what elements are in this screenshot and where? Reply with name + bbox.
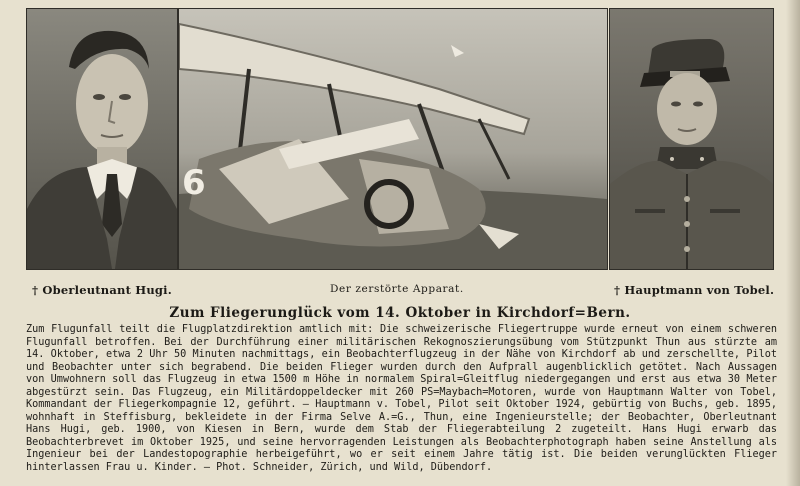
caption-hugi: † Oberleutnant Hugi. (32, 283, 172, 297)
article-body: Zum Flugunfall teilt die Flugplatzdirektion amtlich mit: Die schweizerische Fliegertruppe wurde erneut von einem schweren Flugunfall betroffen. Bei der Durchführung einer militärischen Rekognoszierungsübung vom Stützpunkt Thun aus stürzte am 14. Oktober, etwa 2 Uhr 50 Minuten nachmittags, ein Beobachterflugzeug in der Nähe von Kirchdorf ab und zerschellte, Pilot und Beobachter unter sich begrabend. Die beiden Flieger wurden durch den Aufprall augenblicklich getötet. Nach Aussagen von Umwohnern soll das Flugzeug in etwa 1500 m Höhe in normalem Spiral=Gleitflug niedergegangen und erst aus etwa 30 Meter abgestürzt sein. Das Flugzeug, ein Militärdoppeldecker mit 260 PS=Maybach=Motoren, wurde von Hauptmann Walter von Tobel, Kommandant der Fliegerkompagnie 12, geführt. — Hauptmann v. Tobel, Pilot seit Oktober 1924, gebürtig von Buchs, geb. 1895, wohnhaft in Steffisburg, bekleidete in der Firma Selve A.=G., Thun, eine Ingenieurstelle; der Beobachter, Oberleutnant Hans Hugi, geb. 1900, von Kiesen in Bern, wurde dem Stab der Fliegerabteilung 2 zugeteilt. Hans Hugi erwarb das Beobachterbrevet im Oktober 1925, und seine hervorragenden Leistungen als Beobachterphotograph haben seine Anstellung als Ingenieur bei der Landestopographie herbeigeführt, wo er seit einem Jahre tätig ist. Die beiden verunglückten Flieger hinterlassen Frau u. Kinder. — Phot. Schneider, Zürich, und Wild, Dübendorf. (26, 324, 777, 473)
portrait-photo-tobel (609, 8, 774, 270)
portrait-photo-hugi (26, 8, 178, 270)
wreck-photo (178, 8, 608, 270)
article-headline: Zum Fliegerunglück vom 14. Oktober in Kirchdorf=Bern. (169, 305, 631, 321)
caption-wreck: Der zerstörte Apparat. (330, 283, 464, 295)
caption-tobel: † Hauptmann von Tobel. (614, 283, 775, 297)
page-edge-shadow (786, 0, 800, 486)
svg-text:6: 6 (182, 163, 206, 203)
